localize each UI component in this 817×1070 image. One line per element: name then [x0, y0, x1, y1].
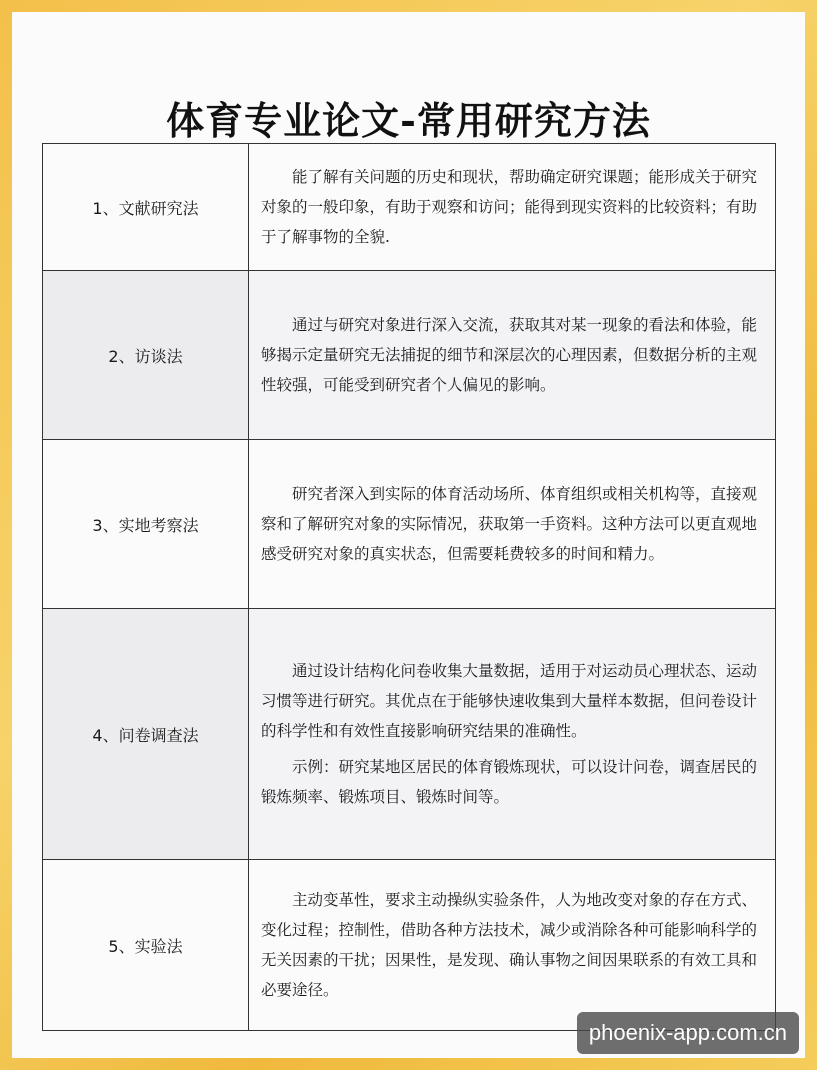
method-description — [249, 609, 776, 860]
description-paragraph: 研究者深入到实际的体育活动场所、体育组织或相关机构等，直接观察和了解研究对象的实际情况，获取第一手资料。这种方法可以更直观地感受研究对象的真实状态，但需要耗费较多的时间和精力。 — [261, 485, 758, 563]
table-row — [43, 609, 776, 860]
method-name: 3、实地考察法 — [43, 440, 249, 609]
page-title: 体育专业论文-常用研究方法 — [166, 98, 651, 143]
description-paragraph: 通过设计结构化问卷收集大量数据，适用于对运动员心理状态、运动习惯等进行研究。其优点在于能够快速收集到大量样本数据，但问卷设计的科学性和有效性直接影响研究结果的准确性。 — [261, 662, 758, 740]
example-paragraph: 示例：研究某地区居民的体育锻炼现状，可以设计问卷，调查居民的锻炼频率、锻炼项目、锻炼时间等。 — [261, 758, 758, 806]
description-paragraph: 通过与研究对象进行深入交流，获取其对某一现象的看法和体验，能够揭示定量研究无法捕捉的细节和深层次的心理因素，但数据分析的主观性较强，可能受到研究者个人偏见的影响。 — [261, 316, 758, 394]
table-row — [43, 271, 776, 440]
watermark-label: phoenix-app.com.cn — [577, 1012, 799, 1054]
method-name: 1、文献研究法 — [43, 144, 249, 271]
method-description — [249, 144, 776, 271]
methods-table — [42, 143, 776, 1031]
method-name: 4、问卷调查法 — [43, 609, 249, 860]
description-paragraph: 主动变革性，要求主动操纵实验条件，人为地改变对象的存在方式、变化过程；控制性，借助各种方法技术，减少或消除各种可能影响科学的无关因素的干扰；因果性，是发现、确认事物之间因果联系的有效工具和必要途径。 — [261, 891, 758, 999]
method-name: 2、访谈法 — [43, 271, 249, 440]
method-name: 5、实验法 — [43, 860, 249, 1031]
method-description — [249, 271, 776, 440]
method-description — [249, 440, 776, 609]
table-row — [43, 860, 776, 1031]
document-page — [12, 12, 805, 1058]
table-row — [43, 144, 776, 271]
method-description — [249, 860, 776, 1031]
table-row — [43, 440, 776, 609]
description-paragraph: 能了解有关问题的历史和现状，帮助确定研究课题；能形成关于研究对象的一般印象，有助于观察和访问；能得到现实资料的比较资料；有助于了解事物的全貌. — [261, 168, 758, 246]
